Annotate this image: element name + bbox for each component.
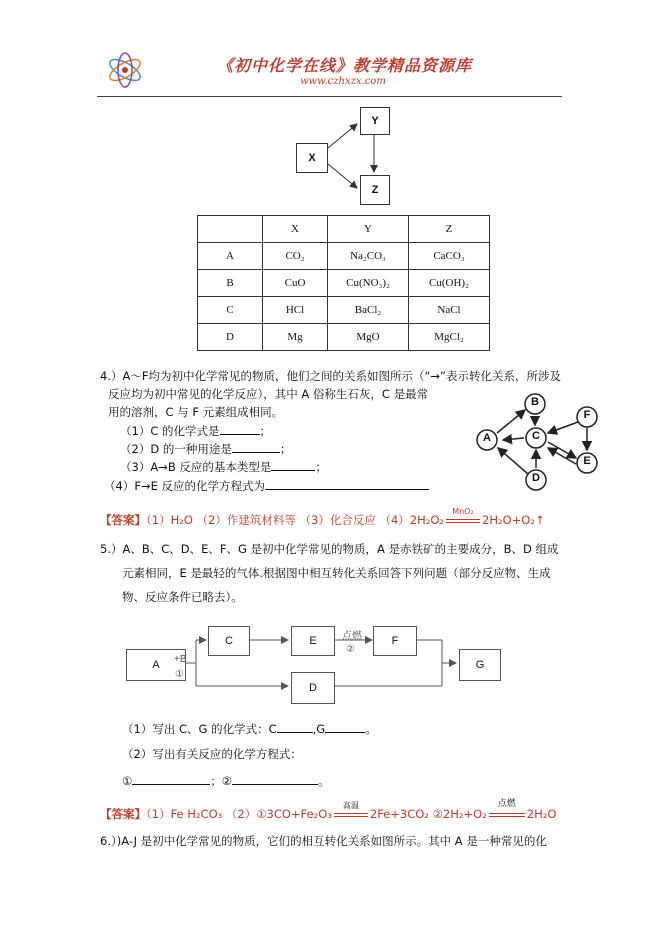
answer-blank[interactable] [277,720,313,733]
table-row [198,297,490,324]
q5-sub1-text: （1）写出 C、G 的化学式：C [122,722,277,736]
condition-label: 高温 [342,801,359,810]
q5-sub2-blanks [122,772,330,790]
answer-blank[interactable] [232,440,280,453]
q4-sub2: （2）D 的一种用途是 ； [120,442,292,456]
reaction-condition [487,799,527,823]
header-divider [97,96,562,97]
table-cell: Z [409,216,490,243]
q5-line2: 元素相同，E 是最轻的气体.根据图中相互转化关系回答下列问题（部分反应物、生成 [122,566,551,580]
table-row [198,270,490,297]
catalyst-label: MnO₂ [452,507,474,516]
table-cell: Cu(NO₃)₂ [328,270,409,297]
table-cell: MgO [328,324,409,351]
arrow-d-a [498,448,528,474]
node-e: E [583,455,591,467]
flow-node-f: F [373,626,417,656]
reaction-condition [444,507,482,529]
answer5-text1: （1）Fe H₂CO₃ （2）①3CO+Fe₂O₃ [146,807,332,821]
answer5 [100,799,557,823]
q4-sub4 [104,477,429,495]
diagram1-node-x: X [296,143,328,173]
table-cell: Y [328,216,409,243]
q4-line2: 反应均为初中常见的化学反应），其中 A 俗称生石灰，C 是最常 [108,387,429,401]
q5-sub1 [122,720,377,738]
flow-label-plus-b: +B [174,654,187,665]
logo-atom-icon [105,50,145,90]
table-cell [198,216,263,243]
table-row [198,243,490,270]
diagram1-node-y: Y [360,107,390,135]
answer4-text: （1）H₂O （2）作建筑材料等 （3）化合反应 （4）2H₂O₂ [146,513,445,527]
diagram1-node-z: Z [360,175,390,205]
answer-blank[interactable] [232,772,318,785]
header-title: 《初中化学在线》教学精品资源库 [217,56,473,75]
q4-sub1-text: （1）C 的化学式是 [120,424,220,438]
q4-line3: 用的溶剂，C 与 F 元素组成相同。 [108,405,284,419]
table-cell: B [198,270,263,297]
answer-label: 【答案】 [100,807,146,821]
arrow-f-c [548,422,578,433]
flow-label-circle2: ② [346,644,355,655]
flow-node-e: E [291,626,335,656]
header-url: www.czhxzx.com [300,76,386,87]
table-cell: BaCl₂ [328,297,409,324]
q4-sub4-text: （4）F→E 反应的化学方程式为 [104,479,265,493]
table-cell: CuO [263,270,328,297]
flow-label-circle1: ① [175,669,184,680]
answer-blank[interactable] [132,772,210,785]
answer4 [100,507,545,529]
q5-sub1-g: ,G [312,722,326,736]
answer-blank[interactable] [271,458,315,471]
table-cell: CO₂ [263,243,328,270]
flow-node-d: D [291,672,335,704]
node-c: C [532,430,540,442]
table-header-row [198,216,490,243]
table-cell: Mg [263,324,328,351]
q4-sub3: （3）A→B 反应的基本类型是 ； [120,460,327,474]
answer-label: 【答案】 [100,513,146,527]
flow-node-a: A [126,649,186,681]
equals-sign [489,813,525,817]
answer-blank[interactable] [220,422,260,435]
q5-sub2-end: 。 [318,774,330,788]
answer-blank[interactable] [325,720,365,733]
q5-sub2-b: ；② [210,774,233,788]
table-cell: Na₂CO₃ [328,243,409,270]
options-table [197,215,490,351]
q5-line1: 5.）A、B、C、D、E、F、G 是初中化学常见的物质，A 是赤铁矿的主要成分，B、D 组成 [100,542,559,556]
arrow-c-a [503,438,524,440]
table-cell: D [198,324,263,351]
q6-line1: 6.）)A-J 是初中化学常见的物质，它们的相互转化关系如图所示。其中 A 是一种常见的化 [100,834,547,848]
table-cell: HCl [263,297,328,324]
table-cell: NaCl [409,297,490,324]
table-cell: A [198,243,263,270]
table-cell: Cu(OH)₂ [409,270,490,297]
answer5-text2: 2Fe+3CO₂ ②2H₂+O₂ [369,807,487,821]
q4-line1: 4.）A～F均为初中化学常见的物质，他们之间的关系如图所示（“→”表示转化关系，所涉及 [100,369,562,383]
q5-sub2: （2）写出有关反应的化学方程式： [122,747,302,761]
answer5-text3: 2H₂O [526,807,557,821]
answer4-product: 2H₂O+O₂↑ [482,513,545,527]
node-b: B [531,396,539,408]
q4-sub3-text: （3）A→B 反应的基本类型是 [120,460,272,474]
q4-sub1: （1）C 的化学式是 ； [120,424,272,438]
q5-line3: 物、反应条件已略去）。 [122,590,243,604]
table-row [198,324,490,351]
answer-blank[interactable] [265,477,429,490]
q5-sub1-end: 。 [365,722,377,736]
node-d: D [532,472,540,484]
flow-node-g: G [459,649,501,681]
flow-node-c: C [208,626,250,656]
table-cell: MgCl₂ [409,324,490,351]
arrow-a-b [497,410,525,433]
table-cell: C [198,297,263,324]
node-f: F [583,409,591,421]
condition-label: 点燃 [497,799,516,809]
q5-sub2-a: ① [122,774,133,788]
flow-label-ignite: 点燃 [342,631,362,642]
table-cell: CaCO₃ [409,243,490,270]
q4-sub2-text: （2）D 的一种用途是 [120,442,232,456]
table-cell: X [263,216,328,243]
reaction-condition [332,801,370,823]
node-a: A [483,432,491,444]
